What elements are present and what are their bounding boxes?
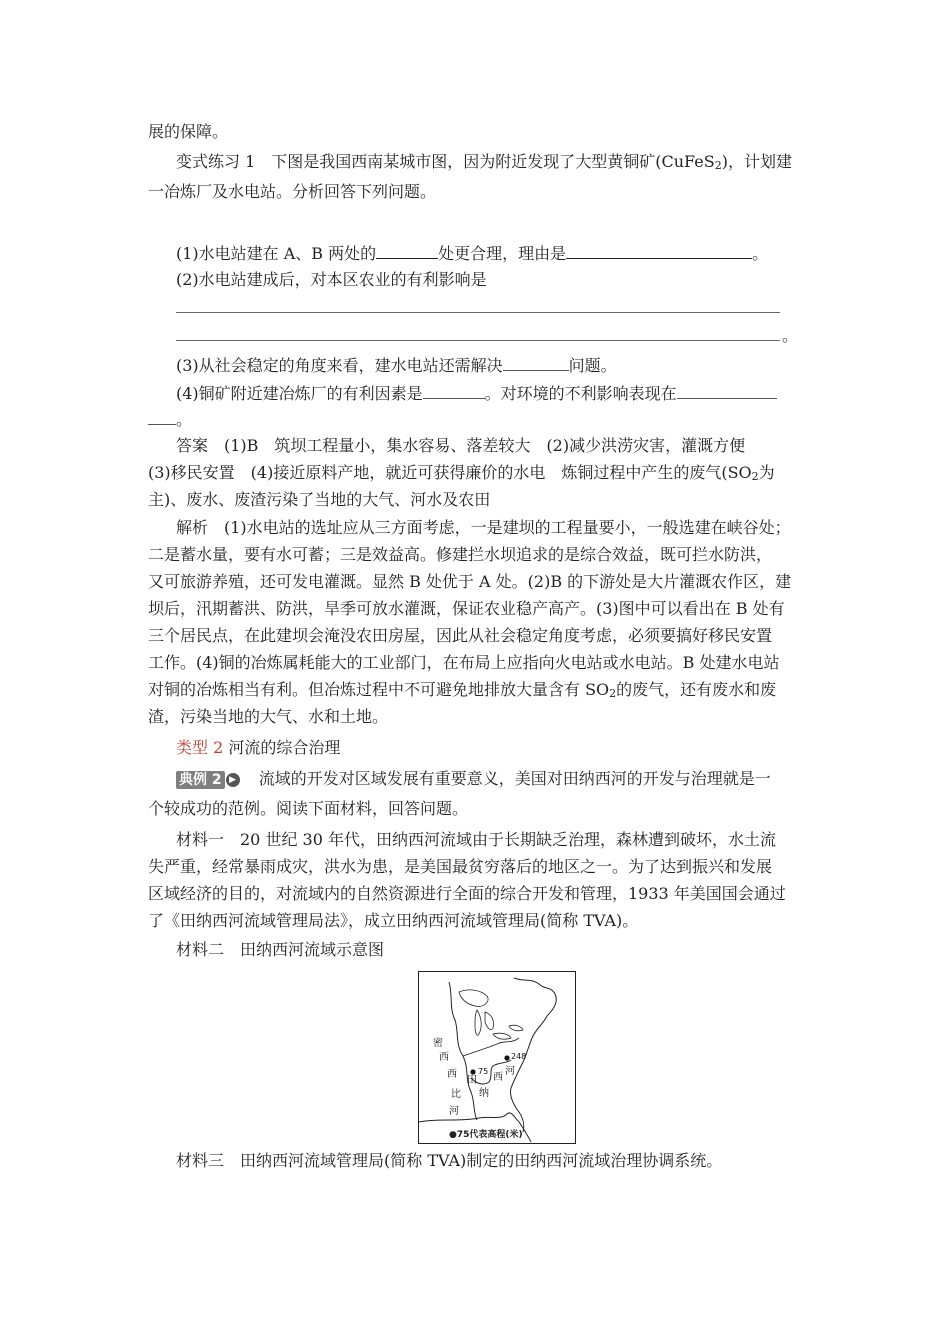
material-3: 材料三 田纳西河流域管理局(简称 TVA)制定的田纳西河流域治理协调系统。 bbox=[176, 1151, 723, 1170]
answer-blank[interactable] bbox=[148, 408, 176, 425]
map-label: 西 bbox=[447, 1069, 457, 1080]
answer-line-1: 答案 (1)B 筑坝工程量小，集水容易、落差较大 (2)减少洪涝灾害，灌溉方便 bbox=[176, 436, 746, 455]
exercise-intro: 变式练习 1 下图是我国西南某城市图，因为附近发现了大型黄铜矿(CuFeS2)，计划建 bbox=[176, 152, 792, 172]
answer-blank[interactable] bbox=[503, 354, 569, 371]
elevation-label: 248 bbox=[511, 1052, 527, 1061]
text-line: 。 bbox=[148, 408, 192, 430]
answer-blank[interactable] bbox=[677, 382, 777, 399]
map-label: 西 bbox=[439, 1052, 449, 1063]
text-line: 展的保障。 bbox=[148, 122, 229, 141]
text-line: 。 bbox=[782, 326, 799, 345]
map-label: 田 bbox=[467, 1075, 477, 1086]
map-label: 河 bbox=[449, 1106, 459, 1117]
map-legend: ●75代表高程(米) bbox=[449, 1130, 523, 1140]
explanation-line: 三个居民点，在此建坝会淹没农田房屋，因此从社会稳定角度考虑，必须要搞好移民安置 bbox=[148, 626, 773, 645]
explanation-line: 工作。(4)铜的冶炼属耗能大的工业部门，在布局上应指向火电站或水电站。B 处建水电站 bbox=[148, 653, 780, 672]
explanation-line: 又可旅游养殖，还可发电灌溉。显然 B 处优于 A 处。(2)B 的下游处是大片灌溉农作区，建 bbox=[148, 572, 792, 591]
question-3: (3)从社会稳定的角度来看，建水电站还需解决 问题。 bbox=[176, 356, 617, 375]
section-heading: 类型 2 河流的综合治理 bbox=[176, 738, 341, 757]
text-line: 个较成功的范例。阅读下面材料，回答问题。 bbox=[148, 799, 469, 818]
elevation-label: 75 bbox=[478, 1067, 489, 1076]
explanation-line: 二是蓄水量，要有水可蓄；三是效益高。修建拦水坝追求的是综合效益，既可拦水防洪， bbox=[148, 545, 773, 564]
material-1: 了《田纳西河流域管理局法》，成立田纳西河流域管理局(简称 TVA)。 bbox=[148, 911, 639, 930]
answer-blank[interactable] bbox=[566, 242, 752, 259]
explanation-line: 解析 (1)水电站的选址应从三方面考虑，一是建坝的工程量要小，一般选建在峡谷处； bbox=[176, 518, 791, 537]
answer-line[interactable] bbox=[176, 312, 780, 313]
text-line: 一冶炼厂及水电站。分析回答下列问题。 bbox=[148, 182, 437, 201]
material-1: 材料一 20 世纪 30 年代，田纳西河流域由于长期缺乏治理，森林遭到破坏，水土流 bbox=[176, 830, 776, 849]
material-1: 失严重，经常暴雨成灾，洪水为患，是美国最贫穷落后的地区之一。为了达到振兴和发展 bbox=[148, 857, 773, 876]
material-2: 材料二 田纳西河流域示意图 bbox=[176, 940, 385, 959]
play-icon: ▶ bbox=[226, 773, 240, 787]
explanation-line: 对铜的冶炼相当有利。但冶炼过程中不可避免地排放大量含有 SO2的废气，还有废水和废 bbox=[148, 680, 777, 700]
example-badge: 典例 2 bbox=[176, 771, 225, 789]
map-label: 西 bbox=[493, 1072, 503, 1083]
question-2: (2)水电站建成后，对本区农业的有利影响是 bbox=[176, 270, 487, 289]
tennessee-river-map bbox=[418, 971, 576, 1144]
answer-blank[interactable] bbox=[423, 382, 485, 399]
answer-line-3: 主)、废水、废渣污染了当地的大气、河水及农田 bbox=[148, 490, 491, 509]
answer-line-2: (3)移民安置 (4)接近原料产地，就近可获得廉价的水电 炼铜过程中产生的废气(SO2为 bbox=[148, 463, 775, 483]
answer-line[interactable] bbox=[176, 340, 780, 341]
map-label: 纳 bbox=[479, 1088, 489, 1099]
explanation-line: 渣，污染当地的大气、水和土地。 bbox=[148, 707, 389, 726]
map-label: 比 bbox=[451, 1089, 461, 1100]
material-1: 区域经济的目的，对流域内的自然资源进行全面的综合开发和管理，1933 年美国国会通过 bbox=[148, 884, 786, 903]
example-intro: 典例 2 ▶ 流域的开发对区域发展有重要意义，美国对田纳西河的开发与治理就是一 bbox=[176, 769, 771, 789]
explanation-line: 坝后，汛期蓄洪、防洪，旱季可放水灌溉，保证农业稳产高产。(3)图中可以看出在 B 处有 bbox=[148, 599, 785, 618]
question-4: (4)铜矿附近建冶炼厂的有利因素是 。对环境的不利影响表现在 bbox=[176, 382, 777, 404]
map-label: 密 bbox=[433, 1038, 443, 1049]
map-label: 河 bbox=[505, 1066, 515, 1077]
answer-blank[interactable] bbox=[376, 242, 438, 259]
question-1: (1)水电站建在 A、B 两处的 处更合理，理由是 。 bbox=[176, 244, 769, 263]
